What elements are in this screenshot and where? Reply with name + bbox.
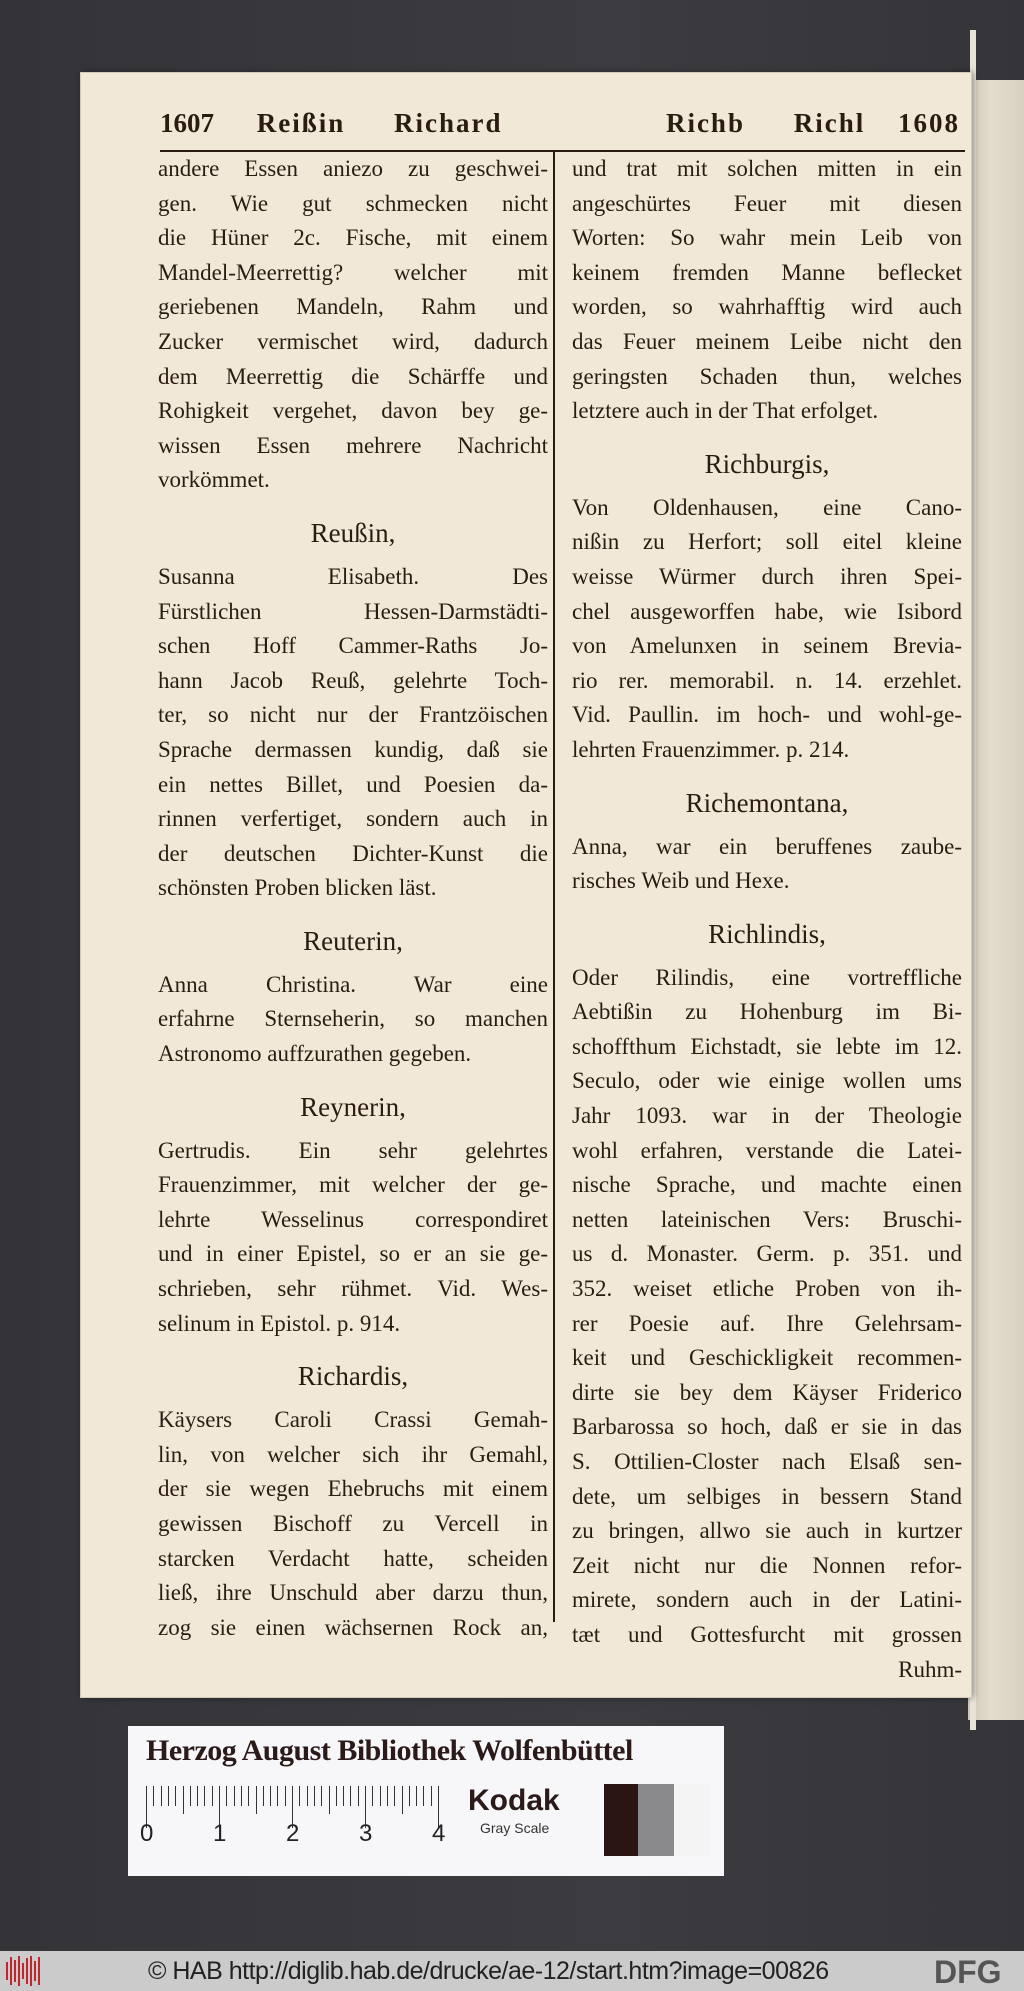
ruler-tick — [394, 1786, 395, 1806]
text-line: ließ, ihre Unschuld aber darzu thun, — [158, 1580, 548, 1606]
gray-scale-label: Gray Scale — [480, 1820, 550, 1836]
ruler-tick — [248, 1786, 249, 1806]
running-head-right — [660, 108, 960, 144]
text-line: zog sie einen wächsernen Rock an, — [158, 1614, 548, 1640]
entry-heading: Reußin, — [310, 517, 396, 548]
text-line: Zeit nicht nur die Nonnen refor- — [572, 1552, 962, 1578]
ruler-tick — [387, 1786, 388, 1806]
text-line: von Amelunxen in seinem Brevia- — [572, 633, 962, 659]
gray-patch-mid — [638, 1784, 674, 1856]
ruler-tick — [285, 1786, 286, 1806]
text-line: wissen Essen mehrere Nachricht — [158, 432, 548, 458]
text-line: schönsten Proben blicken läst. — [158, 875, 437, 901]
text-line: lehrte Wesselinus correspondiret — [158, 1206, 548, 1232]
text-line: schrieben, sehr rühmet. Vid. Wes- — [158, 1276, 548, 1302]
text-line: selinum in Epistol. p. 914. — [158, 1310, 401, 1336]
ruler-tick — [204, 1786, 205, 1806]
text-line: rer Poesie auf. Ihre Gelehrsam- — [572, 1310, 962, 1336]
text-line: gen. Wie gut schmecken nicht — [158, 190, 548, 216]
ruler-tick — [256, 1786, 257, 1814]
text-line: Rohigkeit vergehet, davon bey ge- — [158, 398, 548, 424]
text-line: hann Jacob Reuß, gelehrte Toch- — [158, 667, 548, 693]
ruler-number: 1 — [213, 1820, 227, 1847]
ruler-tick — [234, 1786, 235, 1806]
text-line: letztere auch in der That erfolget. — [572, 398, 879, 424]
text-line: und in einer Epistel, so er an sie ge- — [158, 1241, 548, 1267]
text-line: rinnen verfertiget, sondern auch in — [158, 806, 548, 832]
text-column-right — [572, 152, 962, 1687]
ruler-tick — [336, 1786, 337, 1806]
ruler-tick — [277, 1786, 278, 1806]
text-line: Seculo, oder wie einige wollen ums — [572, 1068, 962, 1094]
ruler-tick — [212, 1786, 213, 1806]
text-line: ter, so nicht nur der Frantzöischen — [158, 702, 548, 728]
ruler-tick — [358, 1786, 359, 1806]
text-line: der sie wegen Ehebruchs mit einem — [158, 1476, 548, 1502]
head-word: Richard — [394, 108, 503, 138]
column-divider — [553, 152, 555, 1622]
ruler-tick — [402, 1786, 403, 1814]
ruler-tick — [241, 1786, 242, 1806]
text-line: lehrten Frauenzimmer. p. 214. — [572, 736, 850, 762]
text-line: angeschürtes Feuer mit diesen — [572, 190, 962, 216]
text-line: Mandel-Meerrettig? welcher mit — [158, 259, 548, 285]
text-line: geriebenen Mandeln, Rahm und — [158, 294, 548, 320]
running-head-left — [160, 108, 503, 144]
ruler-tick — [197, 1786, 198, 1806]
ruler-tick — [161, 1786, 162, 1806]
head-word: Richb — [665, 108, 745, 138]
text-line: erfahrne Sternseherin, so manchen — [158, 1006, 548, 1032]
entry-heading: Richardis, — [297, 1361, 409, 1392]
ruler-tick — [380, 1786, 381, 1806]
text-line: Fürstlichen Hessen-Darmstädti- — [158, 598, 548, 624]
copyright-link[interactable]: © HAB http://diglib.hab.de/drucke/ae-12/start.htm?image=00826 — [148, 1957, 829, 1985]
ruler-tick — [350, 1786, 351, 1806]
text-line: Frauenzimmer, mit welcher der ge- — [158, 1172, 548, 1198]
ruler-tick — [372, 1786, 373, 1806]
ruler-number: 3 — [359, 1820, 373, 1847]
text-line: worden, so wahrhafftig wird auch — [572, 294, 962, 320]
text-line: dete, um selbiges in bessern Stand — [572, 1483, 962, 1509]
text-line: S. Ottilien-Closter nach Elsaß sen- — [572, 1449, 962, 1474]
ruler-tick — [168, 1786, 169, 1806]
text-line: nißin zu Herfort; soll eitel kleine — [572, 529, 962, 555]
text-line: und trat mit solchen mitten in ein — [572, 156, 962, 181]
text-line: geringsten Schaden thun, welches — [572, 363, 962, 389]
text-line: vorkömmet. — [158, 467, 270, 493]
text-line: gewissen Bischoff zu Vercell in — [158, 1511, 548, 1536]
text-line: Jahr 1093. war in der Theologie — [572, 1103, 962, 1129]
text-line: die Hüner 2c. Fische, mit einem — [158, 225, 548, 251]
text-line: ein nettes Billet, und Poesien da- — [158, 771, 548, 797]
text-line: der deutschen Dichter-Kunst die — [158, 840, 548, 866]
ruler-tick — [153, 1786, 154, 1806]
text-line: Susanna Elisabeth. Des — [158, 563, 548, 589]
page-number-right: 1608 — [898, 108, 960, 138]
text-line: Worten: So wahr mein Leib von — [572, 225, 962, 251]
text-line: chel ausgeworffen habe, wie Isibord — [572, 598, 962, 624]
ruler-tick — [321, 1786, 322, 1806]
text-line: das Feuer meinem Leibe nicht den — [572, 328, 962, 354]
ruler-tick — [175, 1786, 176, 1806]
text-column-left — [158, 152, 548, 1645]
text-line: risches Weib und Hexe. — [572, 868, 790, 894]
entry-heading: Richlindis, — [708, 918, 826, 949]
text-line: Astronomo auffzurathen gegeben. — [158, 1041, 472, 1067]
entry-heading: Richburgis, — [704, 448, 830, 479]
ruler-tick — [307, 1786, 308, 1806]
hab-logo-icon — [6, 1956, 46, 1986]
entry-heading: Reuterin, — [303, 925, 403, 956]
text-line: dirte sie bey dem Käyser Friderico — [572, 1379, 962, 1405]
text-line: us d. Monaster. Germ. p. 351. und — [572, 1241, 962, 1267]
text-line: Oder Rilindis, eine vortreffliche — [572, 964, 962, 990]
text-line: tæt und Gottesfurcht mit grossen — [572, 1621, 962, 1647]
text-line: dem Meerrettig die Schärffe und — [158, 363, 548, 389]
footer-bar — [0, 1951, 1024, 1991]
text-line: Gertrudis. Ein sehr gelehrtes — [158, 1137, 548, 1163]
text-line: nische Sprache, und machte einen — [572, 1172, 962, 1198]
text-line: Vid. Paullin. im hoch- und wohl-ge- — [572, 702, 962, 728]
ruler-tick — [423, 1786, 424, 1806]
text-line: andere Essen aniezo zu geschwei- — [158, 156, 548, 181]
text-line: weisse Würmer durch ihren Spei- — [572, 563, 962, 589]
kodak-brand: Kodak — [468, 1784, 560, 1817]
ruler-tick — [431, 1786, 432, 1806]
ruler-number: 4 — [432, 1820, 446, 1847]
text-line: rio rer. memorabil. n. 14. erzehlet. — [572, 667, 962, 693]
ruler-tick — [226, 1786, 227, 1806]
text-line: wohl erfahren, verstande die Latei- — [572, 1137, 962, 1163]
entry-heading: Richemontana, — [685, 787, 849, 818]
text-line: Aebtißin zu Hohenburg im Bi- — [572, 999, 962, 1025]
ruler-tick — [299, 1786, 300, 1806]
entry-heading: Reynerin, — [300, 1091, 406, 1122]
text-line: starcken Verdacht hatte, scheiden — [158, 1545, 548, 1571]
text-line: keinem fremden Manne beflecket — [572, 259, 962, 285]
ruler-tick — [263, 1786, 264, 1806]
ruler-tick — [343, 1786, 344, 1806]
text-line: Sprache dermassen kundig, daß sie — [158, 736, 548, 762]
head-word: Richl — [793, 108, 866, 138]
ruler-tick — [314, 1786, 315, 1806]
page-number-left: 1607 — [160, 108, 214, 138]
text-line: schoffthum Eichstadt, sie lebte im 12. — [572, 1033, 962, 1059]
text-line: Barbarossa so hoch, daß er sie in das — [572, 1414, 962, 1440]
gray-patch-dark — [604, 1784, 638, 1856]
text-line: Anna, war ein beruffenes zaube- — [572, 833, 962, 859]
text-line: mirete, sondern auch in der Latini- — [572, 1587, 962, 1613]
text-line: Zucker vermischet wird, dadurch — [158, 328, 548, 354]
text-line: keit und Geschickligkeit recommen- — [572, 1345, 962, 1371]
ruler-tick — [409, 1786, 410, 1806]
text-line: netten lateinischen Vers: Bruschi- — [572, 1206, 962, 1232]
text-line: Von Oldenhausen, eine Cano- — [572, 494, 962, 520]
ruler-tick — [416, 1786, 417, 1806]
ruler-tick — [270, 1786, 271, 1806]
library-color-card — [128, 1726, 724, 1876]
ruler-number: 2 — [286, 1820, 300, 1847]
ruler-tick — [329, 1786, 330, 1814]
text-line: lin, von welcher sich ihr Gemahl, — [158, 1441, 548, 1467]
catchword: Ruhm- — [898, 1656, 962, 1682]
ruler-tick — [183, 1786, 184, 1814]
ruler-tick — [190, 1786, 191, 1806]
text-line: zu bringen, allwo sie auch in kurtzer — [572, 1518, 962, 1544]
text-line: schen Hoff Cammer-Raths Jo- — [158, 633, 548, 659]
head-word: Reißin — [256, 108, 346, 138]
adjacent-page-strip — [968, 80, 1024, 1720]
dfg-logo: DFG — [934, 1954, 1002, 1990]
gray-patch-light — [674, 1784, 710, 1856]
library-name: Herzog August Bibliothek Wolfenbüttel — [146, 1734, 633, 1767]
ruler-number: 0 — [140, 1820, 154, 1847]
text-line: Anna Christina. War eine — [158, 971, 548, 997]
text-line: 352. weiset etliche Proben von ih- — [572, 1276, 962, 1302]
text-line: Käysers Caroli Crassi Gemah- — [158, 1407, 548, 1433]
